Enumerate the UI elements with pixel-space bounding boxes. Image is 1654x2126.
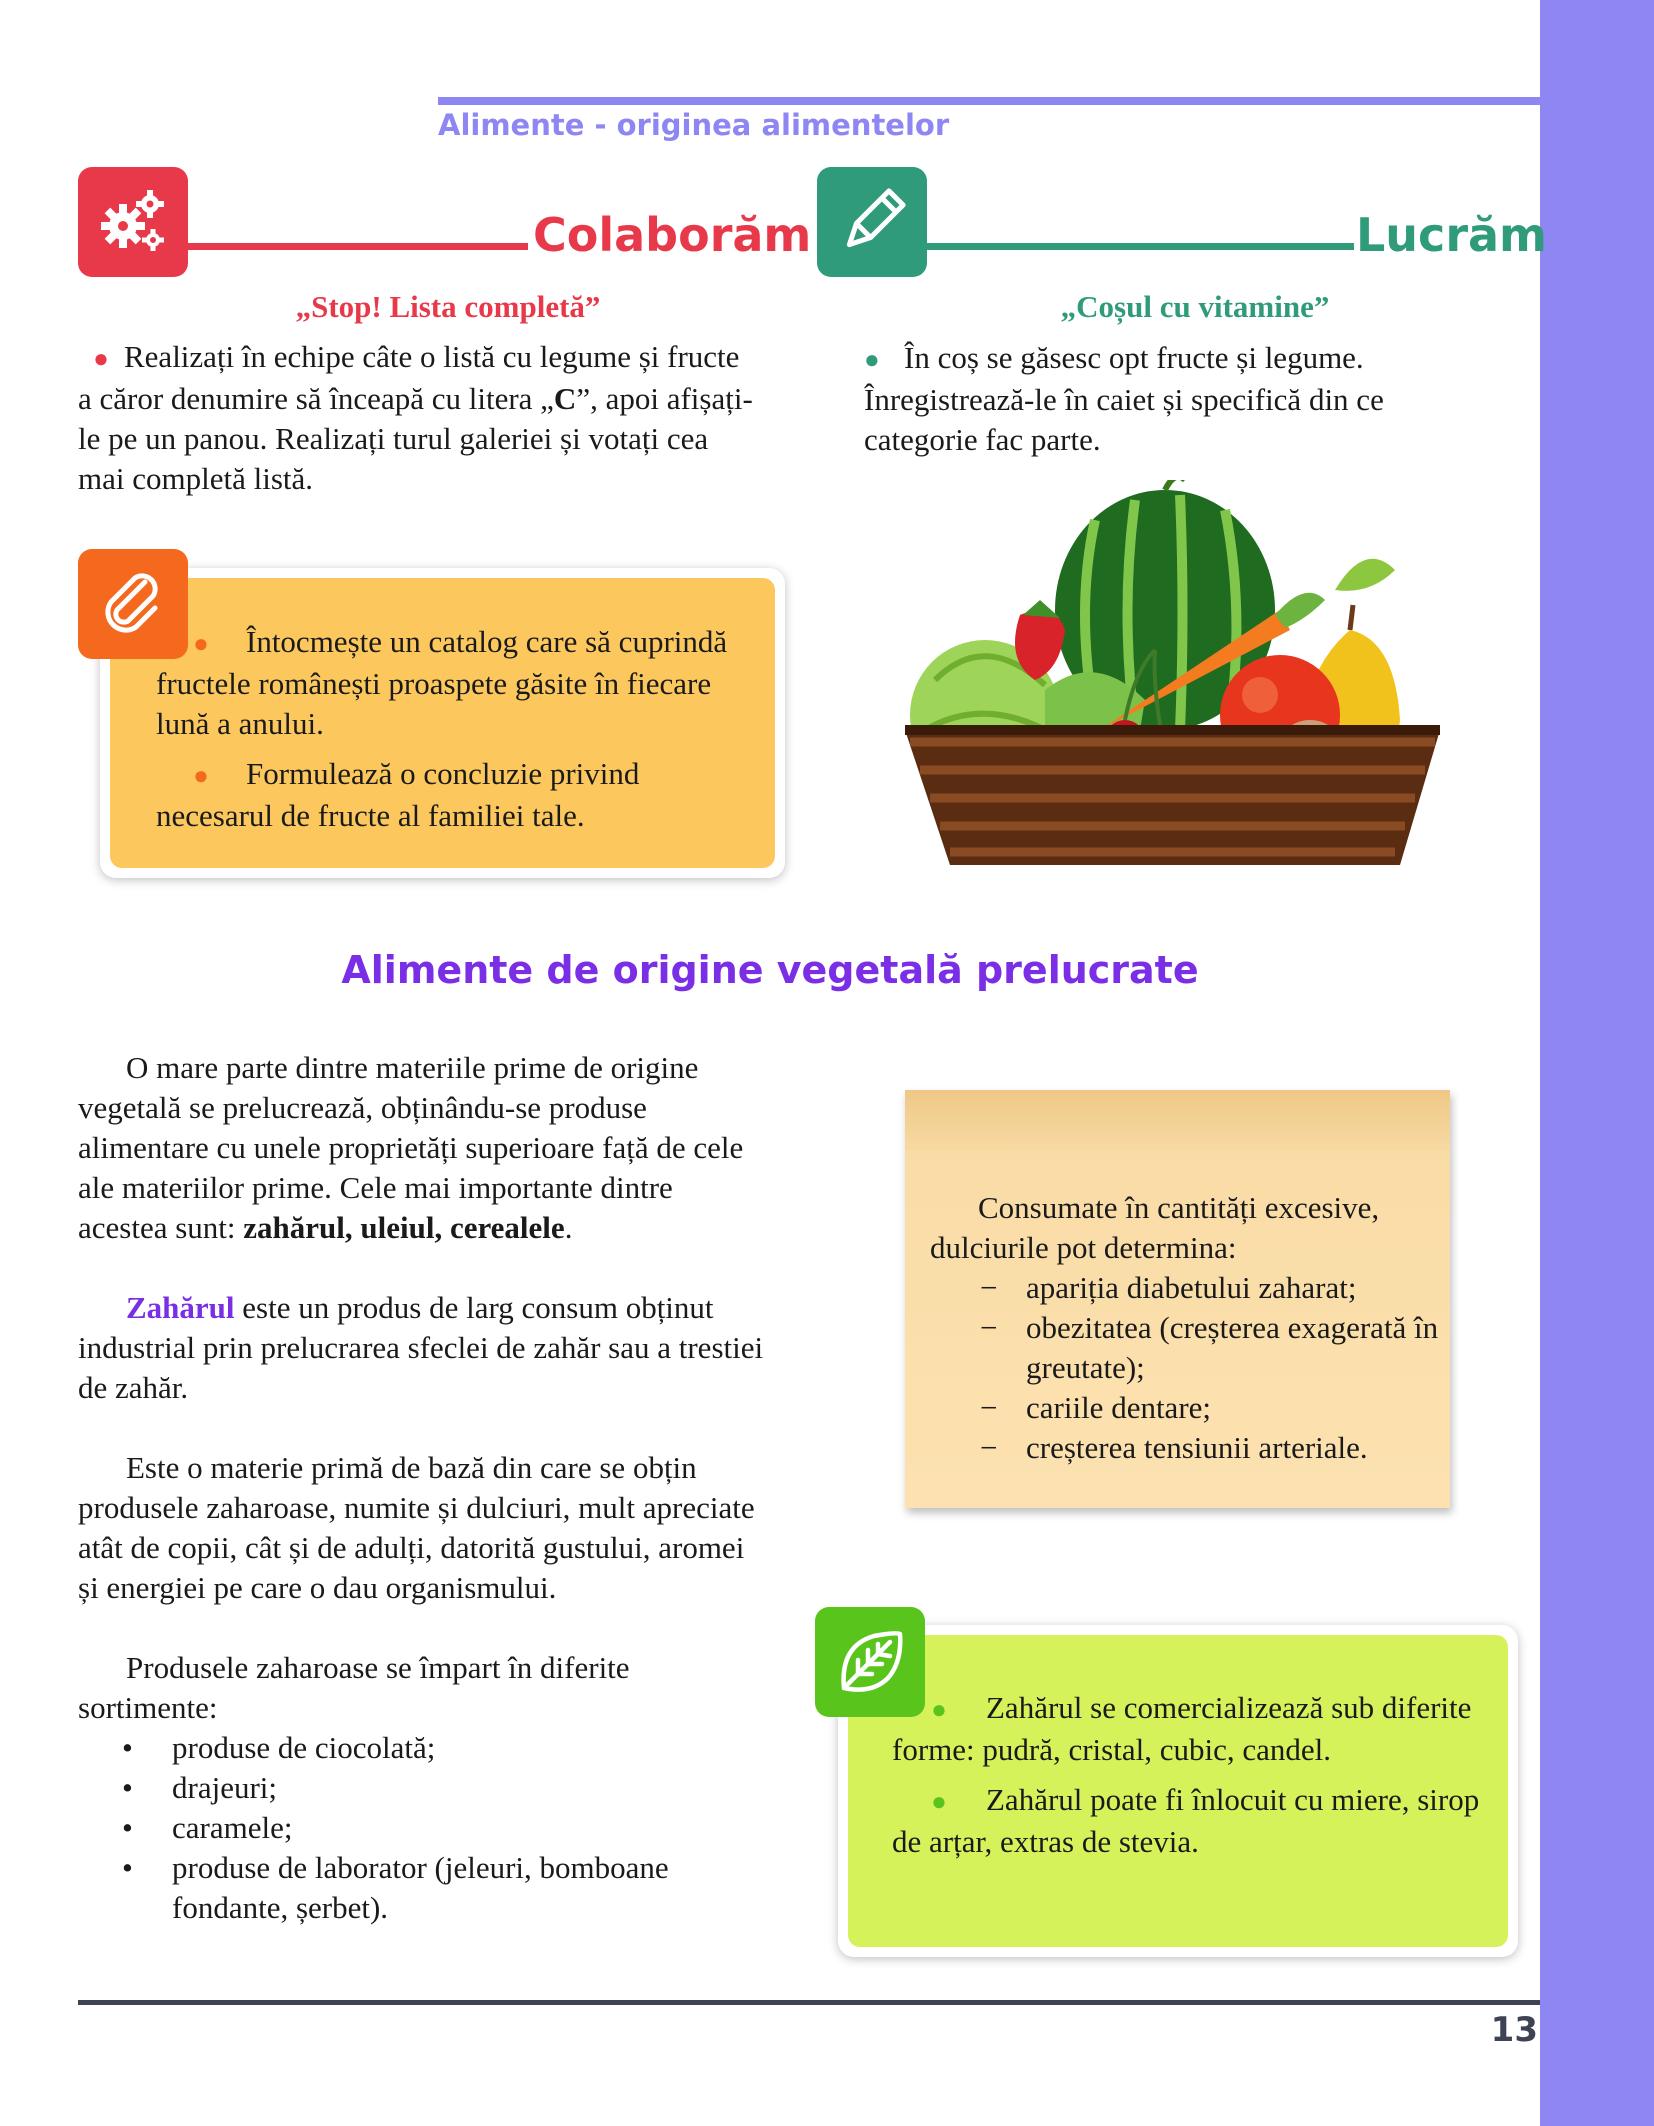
green-card-item: [892, 1780, 1492, 1862]
orange-card-item-text: Întocmește un catalog care să cuprindă fructele românești proaspete găsite în fiecare lună a anului.: [156, 624, 728, 741]
bullet-dot: •: [122, 1770, 133, 1805]
lucram-text-content: În coș se găsesc opt fructe și legume. Înregistrează-le în caiet și specifică din ce categorie fac parte.: [864, 340, 1384, 457]
header-rule: [438, 97, 1542, 105]
note-fold: [905, 1090, 1450, 1150]
lucram-text: [864, 338, 1504, 460]
colaboram-text-b: ”, apoi afișați-le pe un panou. Realizați turul galeriei și votați cea mai completă listă.: [78, 381, 753, 496]
list-item: [78, 1768, 768, 1808]
dash-mark: −: [980, 1310, 998, 1345]
note-item: [930, 1308, 1440, 1388]
bullet-dot: ●: [864, 345, 880, 374]
note-item-text: creșterea tensiunii arteriale.: [1026, 1430, 1368, 1465]
orange-card-item-text: Formulează o concluzie privind necesarul de fructe al familiei tale.: [156, 756, 640, 833]
list-item-text: produse de ciocolată;: [172, 1730, 436, 1765]
colaboram-subtitle: „Stop! Lista completă”: [295, 289, 601, 324]
pencil-icon: [817, 167, 927, 277]
main-paragraph-1: [78, 1048, 768, 1248]
bullet-dot: ●: [193, 629, 209, 658]
dash-mark: −: [980, 1430, 998, 1465]
note-item-text: cariile dentare;: [1026, 1390, 1212, 1425]
sortiment-list: [78, 1728, 768, 1928]
bullet-dot: •: [122, 1850, 133, 1885]
note-item: [930, 1268, 1440, 1308]
list-item: [78, 1808, 768, 1848]
note-item: [930, 1388, 1440, 1428]
green-card-item: [892, 1688, 1492, 1770]
chapter-title: Alimente - originea alimentelor: [438, 108, 950, 142]
list-item-text: produse de laborator (jeleuri, bomboane fondante, șerbet).: [172, 1850, 669, 1925]
list-item-text: drajeuri;: [172, 1770, 278, 1805]
gears-icon: [78, 167, 188, 277]
sticky-note: [905, 1090, 1450, 1508]
fruit-basket-image: [895, 480, 1450, 880]
main-paragraph-2: [78, 1288, 768, 1408]
bullet-dot: ●: [931, 1695, 947, 1724]
main-text: [78, 1048, 768, 1928]
main-paragraph-1-text: O mare parte dintre materiile prime de origine vegetală se prelucrează, obținându-se produse alimentare cu unele proprietăți superioare față de cele ale materiilor prime. Cele mai importante dintre acestea sunt:: [78, 1050, 744, 1245]
note-list: [930, 1268, 1440, 1468]
list-item: [78, 1728, 768, 1768]
bullet-dot: •: [122, 1810, 133, 1845]
main-paragraph-1-bold: zahărul, uleiul, cerealele: [243, 1210, 565, 1245]
colaboram-rule: [188, 243, 528, 250]
note-item-text: obezitatea (creșterea exagerată în greutate);: [1026, 1310, 1439, 1385]
zaharul-term: Zahărul: [126, 1290, 235, 1325]
page-number: 13: [1490, 2010, 1538, 2050]
footer-rule: [78, 2000, 1540, 2005]
orange-card-item: [156, 754, 756, 836]
colaboram-heading: Colaborăm: [533, 208, 812, 262]
note-item-text: apariția diabetului zaharat;: [1026, 1270, 1357, 1305]
main-paragraph-3: Este o materie primă de bază din care se obțin produsele zaharoase, numite și dulciuri, mult apreciate atât de copii, cât și de adulți, datorită gustului, aromei și energiei pe care o dau organismului.: [78, 1450, 755, 1605]
main-paragraph-4: Produsele zaharoase se împart în diferite sortimente:: [78, 1650, 630, 1725]
colaboram-text: [78, 337, 758, 499]
orange-card-item: [156, 622, 756, 744]
lucram-subtitle: „Coșul cu vitamine”: [1060, 289, 1330, 324]
orange-card-text: [156, 622, 756, 836]
main-paragraph-1-end: .: [564, 1210, 573, 1245]
note-intro: Consumate în cantități excesive, dulciurile pot determina:: [930, 1190, 1380, 1265]
dash-mark: −: [980, 1270, 998, 1305]
colaboram-letter: C: [553, 381, 577, 416]
note-item: [930, 1428, 1440, 1468]
green-card-item-text: Zahărul poate fi înlocuit cu miere, sirop de arțar, extras de stevia.: [892, 1782, 1480, 1859]
green-card-text: [892, 1688, 1492, 1862]
green-card-item-text: Zahărul se comercializează sub diferite forme: pudră, cristal, cubic, candel.: [892, 1690, 1472, 1767]
dash-mark: −: [980, 1390, 998, 1425]
bullet-dot: ●: [193, 761, 209, 790]
lucram-heading: Lucrăm: [1356, 208, 1547, 262]
list-item: [78, 1848, 768, 1928]
list-item-text: caramele;: [172, 1810, 293, 1845]
lucram-rule: [926, 243, 1354, 250]
main-paragraph-2-text: este un produs de larg consum obținut industrial prin prelucrarea sfeclei de zahăr sau a trestiei de zahăr.: [78, 1290, 764, 1405]
bullet-dot: •: [122, 1730, 133, 1765]
bullet-dot: ●: [93, 344, 109, 373]
note-text: [930, 1188, 1440, 1468]
colaboram-text-a: Realizați în echipe câte o listă cu legume și fructe a căror denumire să înceapă cu litera „: [78, 339, 740, 416]
section-title: Alimente de origine vegetală prelucrate: [341, 948, 1199, 992]
bullet-dot: ●: [931, 1787, 947, 1816]
